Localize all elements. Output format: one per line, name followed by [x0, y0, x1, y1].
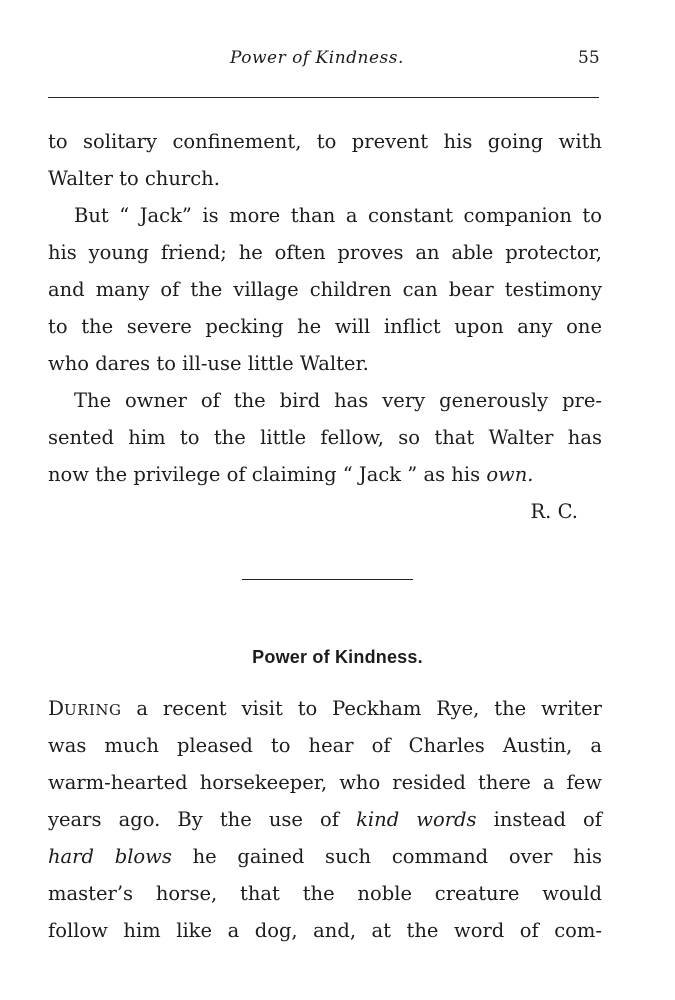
italic-phrase: hard blows — [48, 845, 172, 868]
text-segment: a recent visit to Peckham Rye, the writer — [121, 697, 602, 720]
small-caps-word: URING — [64, 701, 122, 719]
text-line: Walter to church. — [48, 167, 220, 190]
text-segment: years ago. By the use of — [48, 808, 357, 831]
text-line: But “ Jack” is more than a constant companion to — [74, 204, 602, 227]
text-line: warm-hearted horsekeeper, who resided there a few — [48, 771, 602, 794]
continued-text — [48, 123, 602, 530]
italic-word: own. — [486, 463, 534, 486]
text-line: master’s horse, that the noble creature would — [48, 882, 602, 905]
text-line: to solitary confinement, to prevent his going with — [48, 130, 602, 153]
header-rule — [48, 97, 599, 98]
text-line: and many of the village children can bear testimony — [48, 278, 602, 301]
text-line: follow him like a dog, and, at the word of com- — [48, 919, 602, 942]
text-segment: he gained such command over his — [171, 845, 602, 868]
section-separator-rule — [242, 579, 413, 580]
section-title: Power of Kindness. — [252, 647, 423, 667]
text-line: to the severe pecking he will inflict upon any one — [48, 315, 602, 338]
text-line: who dares to ill-use little Walter. — [48, 352, 369, 375]
text-segment: now the privilege of claiming “ Jack ” as his — [48, 463, 487, 486]
text-line: sented him to the little fellow, so that Walter has — [48, 426, 602, 449]
text-line: was much pleased to hear of Charles Austin, a — [48, 734, 602, 757]
text-line — [48, 456, 602, 493]
text-line — [48, 838, 602, 875]
signature: R. C. — [530, 500, 578, 523]
page-number: 55 — [578, 48, 600, 68]
article-text — [48, 690, 602, 949]
text-segment: instead of — [476, 808, 602, 831]
text-line: The owner of the bird has very generously pre- — [74, 389, 602, 412]
text-line — [48, 690, 602, 727]
italic-phrase: kind words — [356, 808, 477, 831]
text-line — [48, 801, 602, 838]
initial-letter: D — [48, 696, 65, 720]
running-head-title: Power of Kindness. — [230, 48, 404, 68]
text-line: his young friend; he often proves an able protector, — [48, 241, 602, 264]
